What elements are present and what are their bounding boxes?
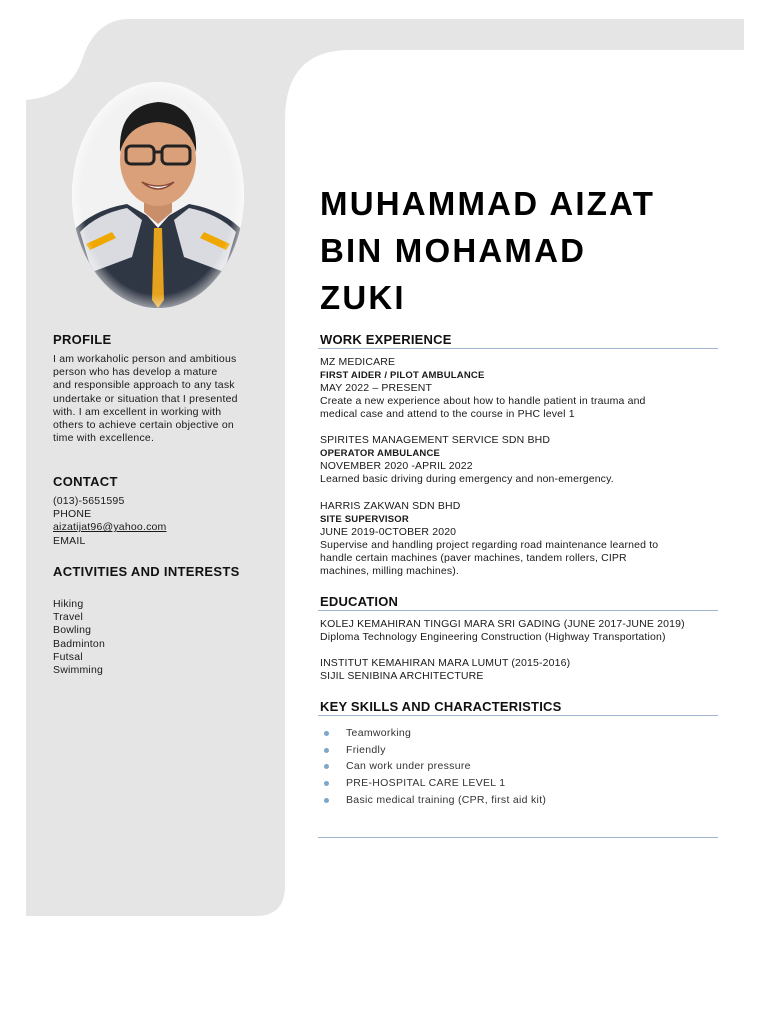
job-entry [320, 434, 720, 486]
job-period: JUNE 2019-0CTOBER 2020 [320, 526, 457, 538]
skill-item [322, 758, 546, 775]
job-desc: Supervise and handling project regarding road maintenance learned to [320, 539, 659, 551]
job-company: SPIRITES MANAGEMENT SERVICE SDN BHD [320, 434, 551, 446]
name-line: MUHAMMAD AIZAT [320, 185, 656, 222]
profile-line: with. I am excellent in working with [53, 405, 222, 418]
activities-heading: ACTIVITIES AND INTERESTS [53, 564, 240, 579]
bottom-divider [318, 837, 718, 838]
job-desc: machines, milling machines). [320, 565, 459, 577]
phone-label: PHONE [53, 508, 92, 521]
skill-item [322, 742, 546, 759]
job-period: NOVEMBER 2020 -APRIL 2022 [320, 460, 473, 472]
profile-text [53, 353, 268, 445]
skill-item [322, 725, 546, 742]
job-desc: handle certain machines (paver machines, tandem rollers, CIPR [320, 552, 627, 564]
job-period: MAY 2022 – PRESENT [320, 382, 433, 394]
skills-heading: KEY SKILLS AND CHARACTERISTICS [320, 699, 562, 714]
section-divider [318, 610, 718, 611]
activity-item: Futsal [53, 650, 83, 663]
job-title: SITE SUPERVISOR [320, 514, 409, 525]
job-title: OPERATOR AMBULANCE [320, 448, 441, 459]
skills-list [322, 725, 546, 809]
profile-heading: PROFILE [53, 332, 112, 347]
name-line: BIN MOHAMAD [320, 232, 587, 269]
skill-label: Friendly [346, 743, 386, 756]
email-label: EMAIL [53, 534, 86, 547]
activity-item: Bowling [53, 624, 92, 637]
profile-photo [72, 82, 244, 308]
activity-item: Hiking [53, 598, 84, 610]
bullet-icon [324, 781, 329, 786]
job-entry [320, 356, 720, 421]
full-name [320, 180, 740, 321]
education-entry [320, 657, 720, 683]
activities-list [53, 598, 268, 677]
activity-item: Swimming [53, 664, 104, 677]
job-desc: medical case and attend to the course in PHC level 1 [320, 408, 575, 420]
profile-line: and responsible approach to any task [53, 379, 235, 392]
work-heading: WORK EXPERIENCE [320, 332, 452, 347]
job-entry [320, 500, 720, 578]
education-heading: EDUCATION [320, 594, 399, 609]
education-entry [320, 618, 720, 644]
activity-item: Travel [53, 611, 83, 624]
profile-line: I am workaholic person and ambitious [53, 353, 237, 365]
job-desc: Create a new experience about how to handle patient in trauma and [320, 395, 646, 407]
job-company: HARRIS ZAKWAN SDN BHD [320, 500, 461, 512]
profile-line: person who has develop a mature [53, 366, 218, 379]
education-school: INSTITUT KEMAHIRAN MARA LUMUT (2015-2016) [320, 657, 571, 669]
education-school: KOLEJ KEMAHIRAN TINGGI MARA SRI GADING (JUNE 2017-JUNE 2019) [320, 618, 685, 630]
contact-heading: CONTACT [53, 474, 118, 489]
skill-label: Can work under pressure [346, 760, 471, 773]
profile-line: undertake or situation that I presented [53, 392, 238, 405]
bullet-icon [324, 748, 329, 753]
phone-number: (013)-5651595 [53, 495, 125, 507]
email-link[interactable]: aizatijat96@yahoo.com [53, 521, 167, 534]
section-divider [318, 715, 718, 716]
name-line: ZUKI [320, 279, 406, 316]
profile-line: others to achieve certain objective on [53, 419, 234, 432]
bullet-icon [324, 764, 329, 769]
skill-item [322, 792, 546, 809]
contact-block [53, 495, 268, 548]
education-program: Diploma Technology Engineering Construction (Highway Transportation) [320, 631, 666, 643]
skill-label: Teamworking [346, 727, 412, 739]
bullet-icon [324, 731, 329, 736]
job-company: MZ MEDICARE [320, 356, 396, 368]
job-title: FIRST AIDER / PILOT AMBULANCE [320, 370, 485, 381]
education-program: SIJIL SENIBINA ARCHITECTURE [320, 670, 484, 682]
bullet-icon [324, 798, 329, 803]
skill-item [322, 775, 546, 792]
skill-label: Basic medical training (CPR, first aid kit) [346, 793, 547, 806]
section-divider [318, 348, 718, 349]
activity-item: Badminton [53, 637, 105, 650]
profile-line: time with excellence. [53, 432, 155, 445]
skill-label: PRE-HOSPITAL CARE LEVEL 1 [346, 777, 506, 790]
job-desc: Learned basic driving during emergency and non-emergency. [320, 473, 614, 485]
